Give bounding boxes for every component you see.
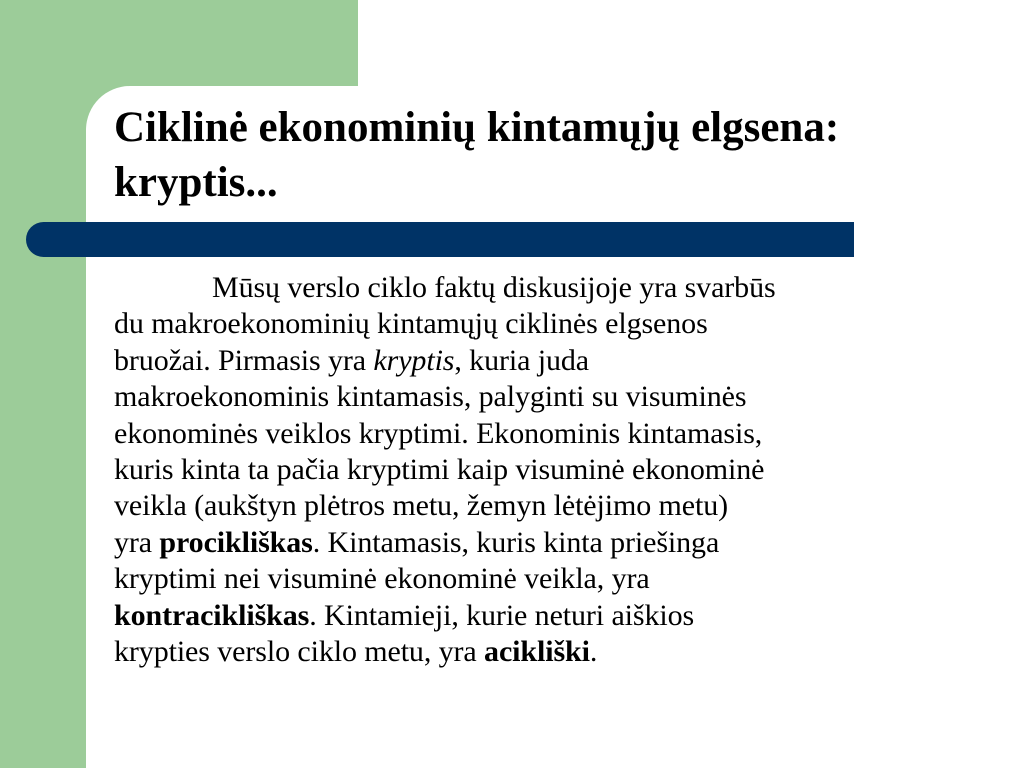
body-line-8-a: yra	[114, 525, 160, 559]
term-kontraciklskas: kontracikliškas	[114, 598, 310, 632]
body-line-10-b: . Kintamieji, kurie neturi aiškios	[309, 598, 695, 632]
body-line-2: du makroekonominių kintamųjų ciklinės elgsenos	[114, 307, 708, 341]
body-line-3-b: , kuria juda	[454, 343, 589, 377]
term-aciklski: acikliški	[484, 635, 590, 669]
term-kryptis: kryptis	[373, 343, 455, 377]
body-line-8-b: . Kintamasis, kuris kinta priešinga	[312, 525, 720, 559]
body-line-5: ekonominės veiklos kryptimi. Ekonominis kintamasis,	[114, 416, 763, 450]
body-line-9: kryptimi nei visuminė ekonominė veikla, yra	[114, 562, 650, 596]
title-line-1: Ciklinė ekonominių kintamųjų elgsena:	[114, 104, 840, 151]
body-line-11-b: .	[589, 635, 598, 669]
slide-title	[114, 100, 1004, 210]
body-line-7: veikla (aukštyn plėtros metu, žemyn lėtėjimo metu)	[114, 489, 728, 523]
body-line-3-a: bruožai. Pirmasis yra	[114, 343, 374, 377]
body-line-4: makroekonominis kintamasis, palyginti su visuminės	[114, 380, 747, 414]
title-underline-bar	[26, 222, 854, 257]
term-prociklskas: procikliškas	[159, 525, 313, 559]
body-line-6: kuris kinta ta pačia kryptimi kaip visuminė ekonominė	[114, 453, 765, 487]
body-line-11-a: krypties verslo ciklo metu, yra	[114, 635, 485, 669]
body-paragraph	[114, 270, 994, 670]
body-line-1: Mūsų verslo ciklo faktų diskusijoje yra svarbūs	[212, 271, 776, 304]
title-line-2: kryptis...	[114, 159, 278, 206]
